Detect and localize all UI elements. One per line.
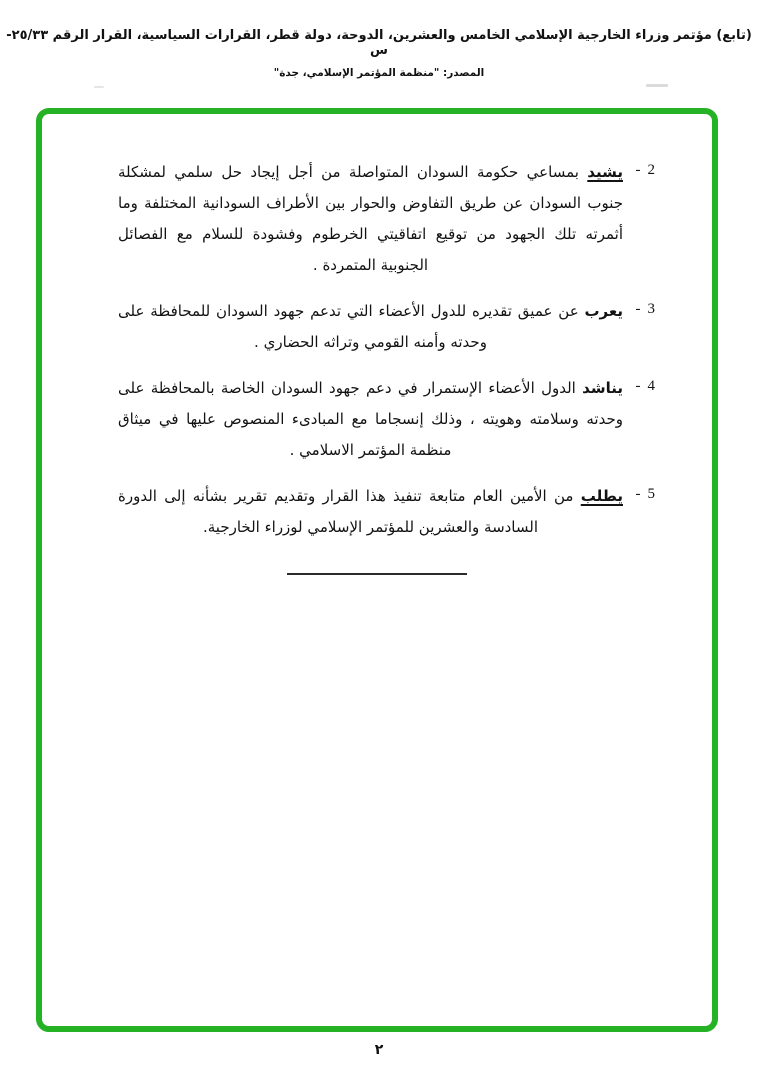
item-lead-word: يعرب — [584, 302, 623, 320]
item-lead-word: يشيد — [587, 163, 623, 181]
item-marker — [623, 481, 655, 543]
scan-smudge — [94, 86, 104, 88]
item-text: الدول الأعضاء الإستمرار في دعم جهود السودان الخاصة بالمحافظة على وحدته وسلامته وهويته ، وذلك إنسجاما مع المبادىء المنصوص عليها في ميثاق منظمة المؤتمر الاسلامي . — [118, 379, 623, 459]
scan-smudge — [646, 84, 668, 87]
resolution-item — [118, 157, 655, 281]
item-body — [118, 373, 623, 466]
item-text: من الأمين العام متابعة تنفيذ هذا القرار وتقديم تقرير بشأنه إلى الدورة السادسة والعشرين للمؤتمر الإسلامي لوزراء الخارجية. — [118, 487, 574, 536]
item-marker — [623, 373, 655, 466]
item-dash: - — [635, 162, 641, 178]
item-body — [118, 296, 623, 358]
item-number: 5 — [647, 486, 655, 502]
item-lead-word: يطلب — [580, 487, 623, 505]
document-source-line: المصدر: "منظمة المؤتمر الإسلامي، جدة" — [273, 67, 485, 79]
item-number: 2 — [647, 162, 655, 178]
document-title: (تابع) مؤتمر وزراء الخارجية الإسلامي الخامس والعشرين، الدوحة، دولة قطر، القرارات السياسية، القرار الرقم ٢٥/٣٣-س — [6, 28, 752, 58]
resolution-list — [118, 157, 655, 575]
resolution-item — [118, 296, 655, 358]
item-body — [118, 481, 623, 543]
page-number: ٢ — [374, 1042, 384, 1058]
item-text: عن عميق تقديره للدول الأعضاء التي تدعم جهود السودان للمحافظة على وحدته وأمنه القومي وتراثه الحضاري . — [118, 302, 579, 351]
document-header — [0, 28, 758, 79]
item-marker — [623, 157, 655, 281]
item-dash: - — [635, 486, 641, 502]
item-lead-word: يناشد — [582, 379, 623, 397]
item-dash: - — [635, 378, 641, 394]
item-marker — [623, 296, 655, 358]
closing-rule — [287, 573, 467, 575]
item-text: بمساعي حكومة السودان المتواصلة من أجل إيجاد حل سلمي لمشكلة جنوب السودان عن طريق التفاوض والحوار بين الأطراف السودانية المختلفة وما أثمرته تلك الجهود من توقيع اتفاقيتي الخرطوم وفشودة للسلام مع الفصائل الجنوبية المتمردة . — [118, 163, 623, 274]
item-dash: - — [635, 301, 641, 317]
resolution-item — [118, 481, 655, 543]
item-number: 4 — [647, 378, 655, 394]
item-number: 3 — [647, 301, 655, 317]
resolution-item — [118, 373, 655, 466]
item-body — [118, 157, 623, 281]
